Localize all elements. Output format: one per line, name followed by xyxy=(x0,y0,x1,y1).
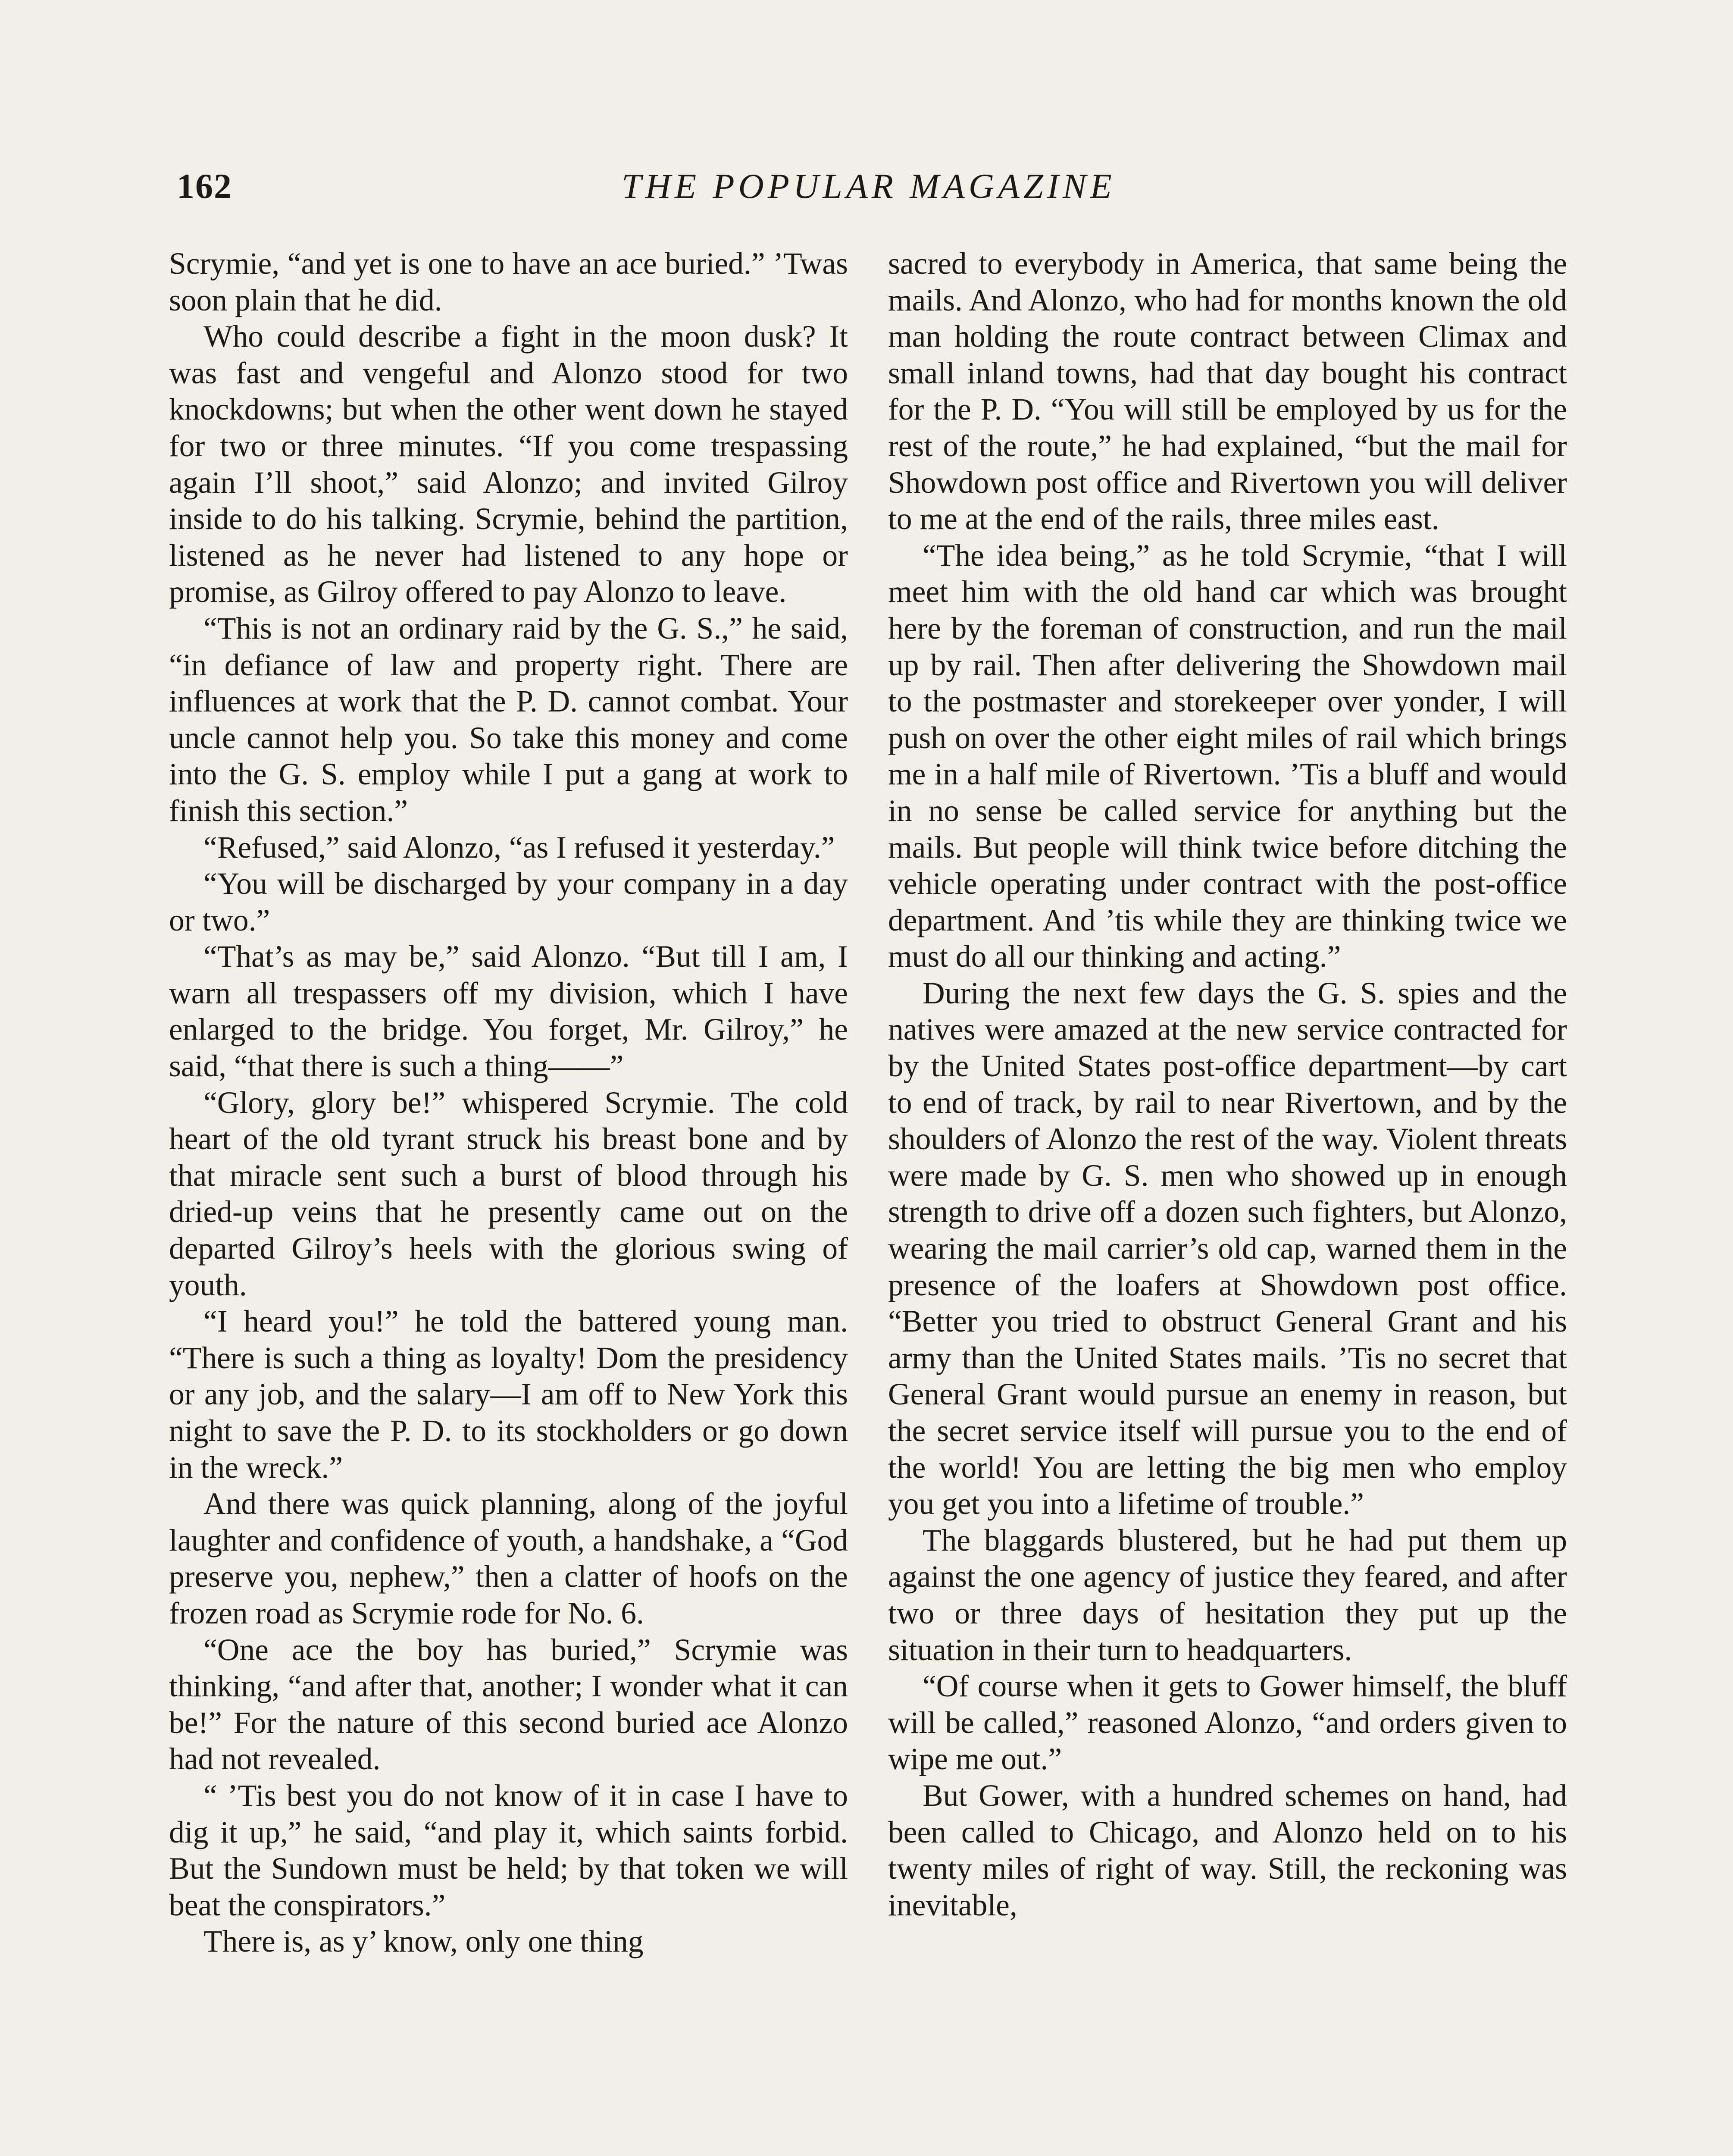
paragraph: “ ’Tis best you do not know of it in case I have to dig it up,” he said, “and play it, which saints forbid. But the Sundown must be held; by that token we will beat the conspirators.” xyxy=(169,1778,848,1922)
paragraph: “Glory, glory be!” whispered Scrymie. The cold heart of the old tyrant struck his breast bone and by that miracle sent such a burst of blood through his dried-up veins that he presently came out on the departed Gilroy’s heels with the glorious swing of youth. xyxy=(169,1085,848,1302)
paragraph: The blaggards blustered, but he had put them up against the one agency of justice they feared, and after two or three days of hesitation they put up the situation in their turn to headquarters. xyxy=(888,1523,1567,1667)
paragraph: But Gower, with a hundred schemes on hand, had been called to Chicago, and Alonzo held on to his twenty miles of right of way. Still, the reckoning was inevitable, xyxy=(888,1778,1567,1922)
page-number: 162 xyxy=(177,166,232,206)
paragraph: Who could describe a fight in the moon dusk? It was fast and vengeful and Alonzo stood for two knockdowns; but when the other went down he stayed for two or three minutes. “If you come trespassing again I’ll shoot,” said Alonzo; and invited Gilroy inside to do his talking. Scrymie, behind the partition, listened as he never had listened to any hope or promise, as Gilroy offered to pay Alonzo to leave. xyxy=(169,320,848,609)
paragraph: “That’s as may be,” said Alonzo. “But till I am, I warn all trespassers off my division, which I have enlarged to the bridge. You forget, Mr. Gilroy,” he said, “that there is such a thing——” xyxy=(169,940,848,1084)
paragraph: “You will be discharged by your company in a day or two.” xyxy=(169,867,848,937)
paragraph: “I heard you!” he told the battered young man. “There is such a thing as loyalty! Dom the presidency or any job, and the salary—I am off to New York this night to save the P. D. to its stockholders or go down in the wreck.” xyxy=(169,1304,848,1485)
paragraph: sacred to everybody in America, that same being the mails. And Alonzo, who had for months known the old man holding the route contract between Climax and small inland towns, had that day bought his contract for the P. D. “You will still be employed by us for the rest of the route,” he had explained, “but the mail for Showdown post office and Rivertown you will deliver to me at the end of the rails, three miles east. xyxy=(888,247,1567,536)
paragraph: And there was quick planning, along of the joyful laughter and confidence of youth, a handshake, a “God preserve you, nephew,” then a clatter of hoofs on the frozen road as Scrymie rode for No. 6. xyxy=(169,1487,848,1630)
left-column xyxy=(169,246,848,1960)
paragraph: “Refused,” said Alonzo, “as I refused it yesterday.” xyxy=(203,830,835,865)
paragraph: There is, as y’ know, only one thing xyxy=(203,1924,644,1959)
paragraph: “Of course when it gets to Gower himself, the bluff will be called,” reasoned Alonzo, “and orders given to wipe me out.” xyxy=(888,1669,1567,1777)
paragraph: “One ace the boy has buried,” Scrymie was thinking, “and after that, another; I wonder what it can be!” For the nature of this second buried ace Alonzo had not revealed. xyxy=(169,1633,848,1777)
right-column xyxy=(888,246,1567,1924)
paragraph: Scrymie, “and yet is one to have an ace buried.” ’Twas soon plain that he did. xyxy=(169,247,848,317)
page-header xyxy=(172,166,1565,213)
paragraph: “The idea being,” as he told Scrymie, “that I will meet him with the old hand car which was brought here by the foreman of construction, and run the mail up by rail. Then after delivering the Showdown mail to the postmaster and storekeeper over yonder, I will push on over the other eight miles of rail which brings me in a half mile of Rivertown. ’Tis a bluff and would in no sense be called service for anything but the mails. But people will think twice before ditching the vehicle operating under contract with the post-office department. And ’tis while they are thinking twice we must do all our thinking and acting.” xyxy=(888,538,1567,974)
running-title: THE POPULAR MAGAZINE xyxy=(622,166,1116,206)
paragraph: “This is not an ordinary raid by the G. S.,” he said, “in defiance of law and property right. There are influences at work that the P. D. cannot combat. Your uncle cannot help you. So take this money and come into the G. S. employ while I put a gang at work to finish this section.” xyxy=(169,611,848,828)
paragraph: During the next few days the G. S. spies and the natives were amazed at the new service contracted for by the United States post-office department—by cart to end of track, by rail to near Rivertown, and by the shoulders of Alonzo the rest of the way. Violent threats were made by G. S. men who showed up in enough strength to drive off a dozen such fighters, but Alonzo, wearing the mail carrier’s old cap, warned them in the presence of the loafers at Showdown post office. “Better you tried to obstruct General Grant and his army than the United States mails. ’Tis no secret that General Grant would pursue an enemy in reason, but the secret service itself will pursue you to the end of the world! You are letting the big men who employ you get you into a lifetime of trouble.” xyxy=(888,976,1567,1521)
